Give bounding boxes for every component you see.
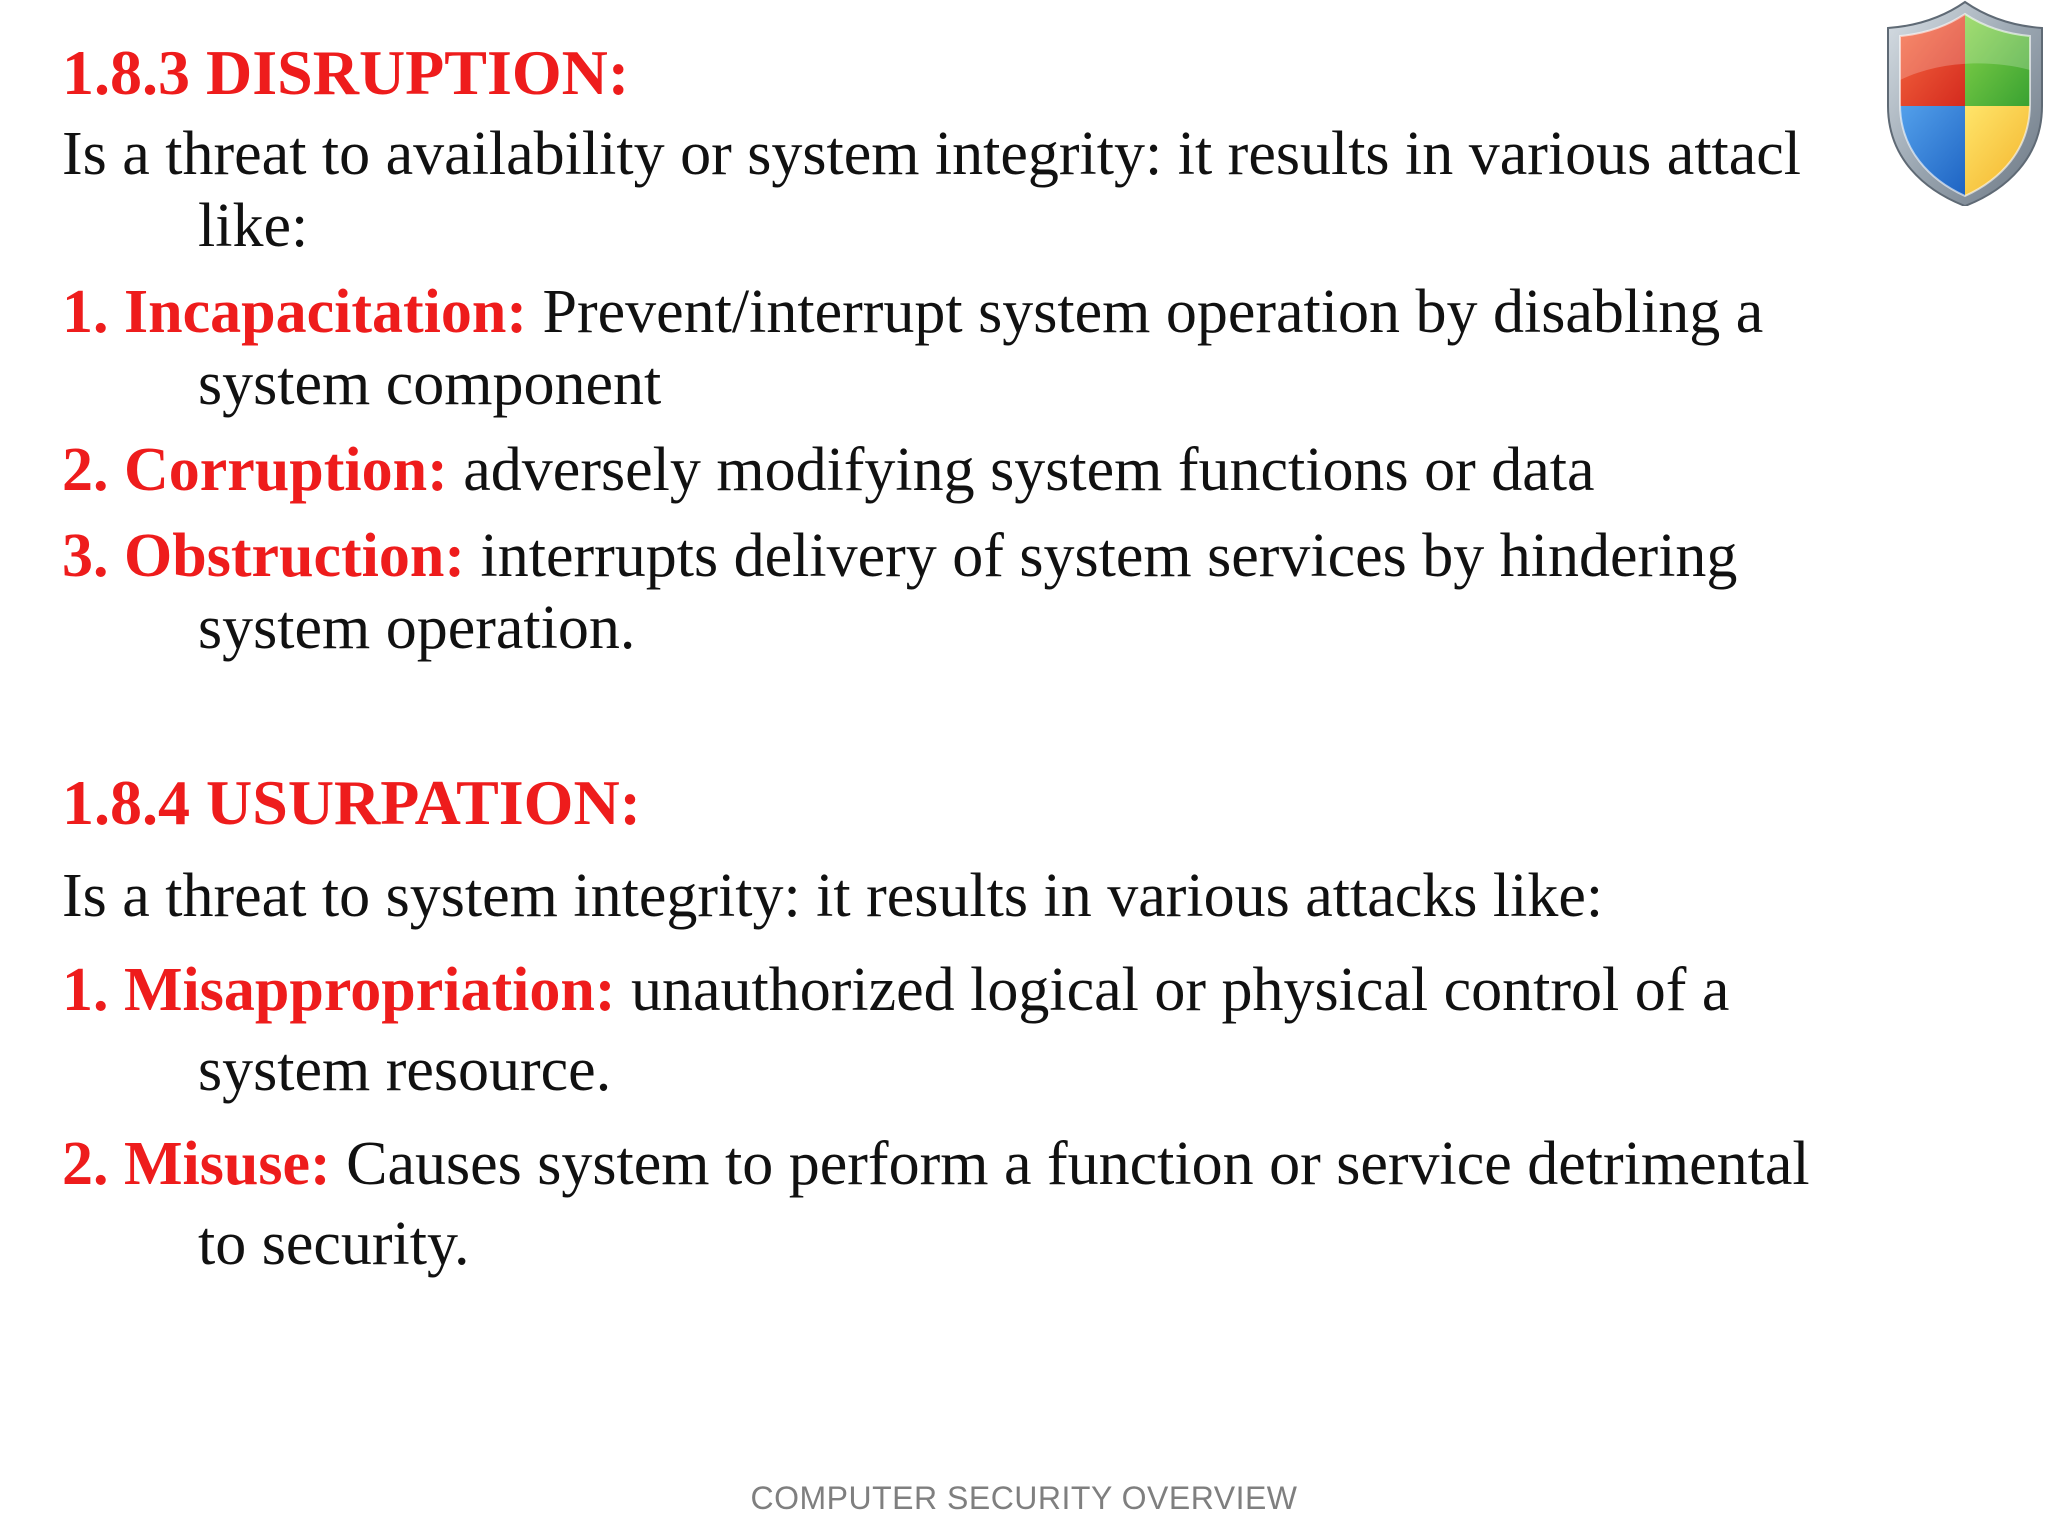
list-item [62,954,1922,1026]
disruption-intro-line2: like: [198,192,309,260]
disruption-intro-line1: Is a threat to availability or system integrity: it results in various attacl [62,120,1802,188]
item-text: unauthorized logical or physical control of a [615,956,1730,1024]
item-text: interrupts delivery of system services by hindering [465,522,1738,590]
item-text-continued: system component [198,350,662,418]
item-label: 2. Corruption: [62,436,448,504]
item-label: 1. Incapacitation: [62,278,527,346]
item-text-continued: system operation. [198,594,636,662]
item-label: 3. Obstruction: [62,522,465,590]
item-text: adversely modifying system functions or data [447,436,1595,504]
item-label: 1. Misappropriation: [62,956,616,1024]
usurpation-heading: 1.8.4 USURPATION: [62,767,641,838]
slide-content [62,30,1922,1280]
disruption-heading: 1.8.3 DISRUPTION: [62,37,630,108]
list-item [62,1128,1922,1200]
usurpation-intro: Is a threat to system integrity: it results in various attacks like: [62,862,1604,930]
item-text-continued: system resource. [198,1036,612,1104]
item-label: 2. Misuse: [62,1130,331,1198]
list-item [62,520,1922,592]
list-item [62,276,1922,348]
item-text: Causes system to perform a function or service detrimental [330,1130,1810,1198]
item-text: Prevent/interrupt system operation by disabling a [527,278,1764,346]
item-text-continued: to security. [198,1210,470,1278]
list-item [62,434,1922,506]
footer-text: COMPUTER SECURITY OVERVIEW [750,1480,1298,1516]
